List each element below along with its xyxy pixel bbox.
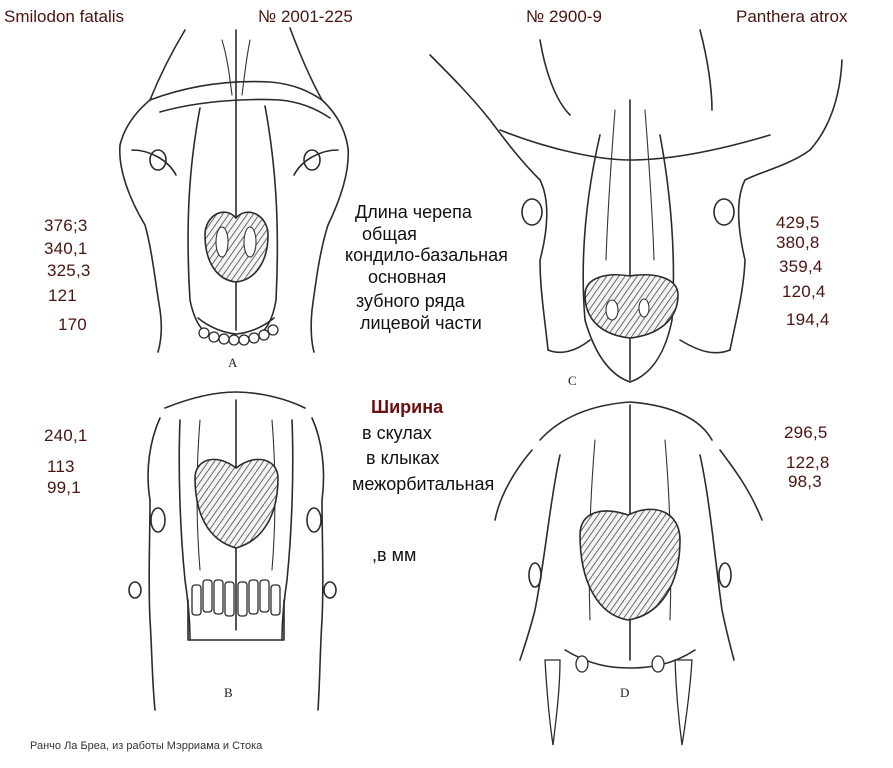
length-label-basal: основная [368,267,447,287]
figure-letter-d: D [620,685,630,700]
left-species-name: Smilodon fatalis [4,7,125,26]
right-width-zygomatic: 296,5 [784,423,828,442]
left-width-interorbital: 99,1 [47,478,81,497]
skull-c-palatal-view [430,30,842,382]
right-length-total: 429,5 [776,213,820,232]
left-length-basal: 325,3 [47,261,91,280]
source-credit: Ранчо Ла Бреа, из работы Мэрриама и Стока [30,740,263,752]
length-label-condylobasal: кондило-базальная [345,245,508,265]
right-length-toothrow: 120,4 [782,282,826,301]
left-length-facial: 170 [58,315,87,334]
length-label-total: общая [362,224,417,244]
right-length-condylobasal: 380,8 [776,233,820,252]
right-width-canine: 122,8 [786,453,830,472]
figure-letter-c: C [568,373,577,388]
left-width-canine: 113 [47,457,75,476]
right-catalog-number: № 2900-9 [526,7,602,26]
figure-letter-a: A [228,355,238,370]
left-length-toothrow: 121 [48,286,77,305]
left-length-total: 376;3 [44,216,88,235]
left-catalog-number: № 2001-225 [258,7,353,26]
left-length-condylobasal: 340,1 [44,239,88,258]
width-label-canine: в клыках [366,448,440,468]
right-species-name: Panthera atrox [736,7,848,26]
skull-b-dorsal-view [129,392,336,710]
skull-a-palatal-view [120,28,348,352]
right-length-facial: 194,4 [786,310,830,329]
right-length-basal: 359,4 [779,257,823,276]
length-label-toothrow: зубного ряда [356,291,465,311]
figure-letter-b: B [224,685,233,700]
units-note: ,в мм [372,545,417,565]
width-heading: Ширина [371,397,444,417]
width-label-zygomatic: в скулах [362,423,432,443]
left-width-zygomatic: 240,1 [44,426,88,445]
width-label-interorbital: межорбитальная [352,474,495,494]
length-heading: Длина черепа [355,202,472,222]
length-label-facial: лицевой части [360,313,482,333]
right-width-interorbital: 98,3 [788,472,822,491]
